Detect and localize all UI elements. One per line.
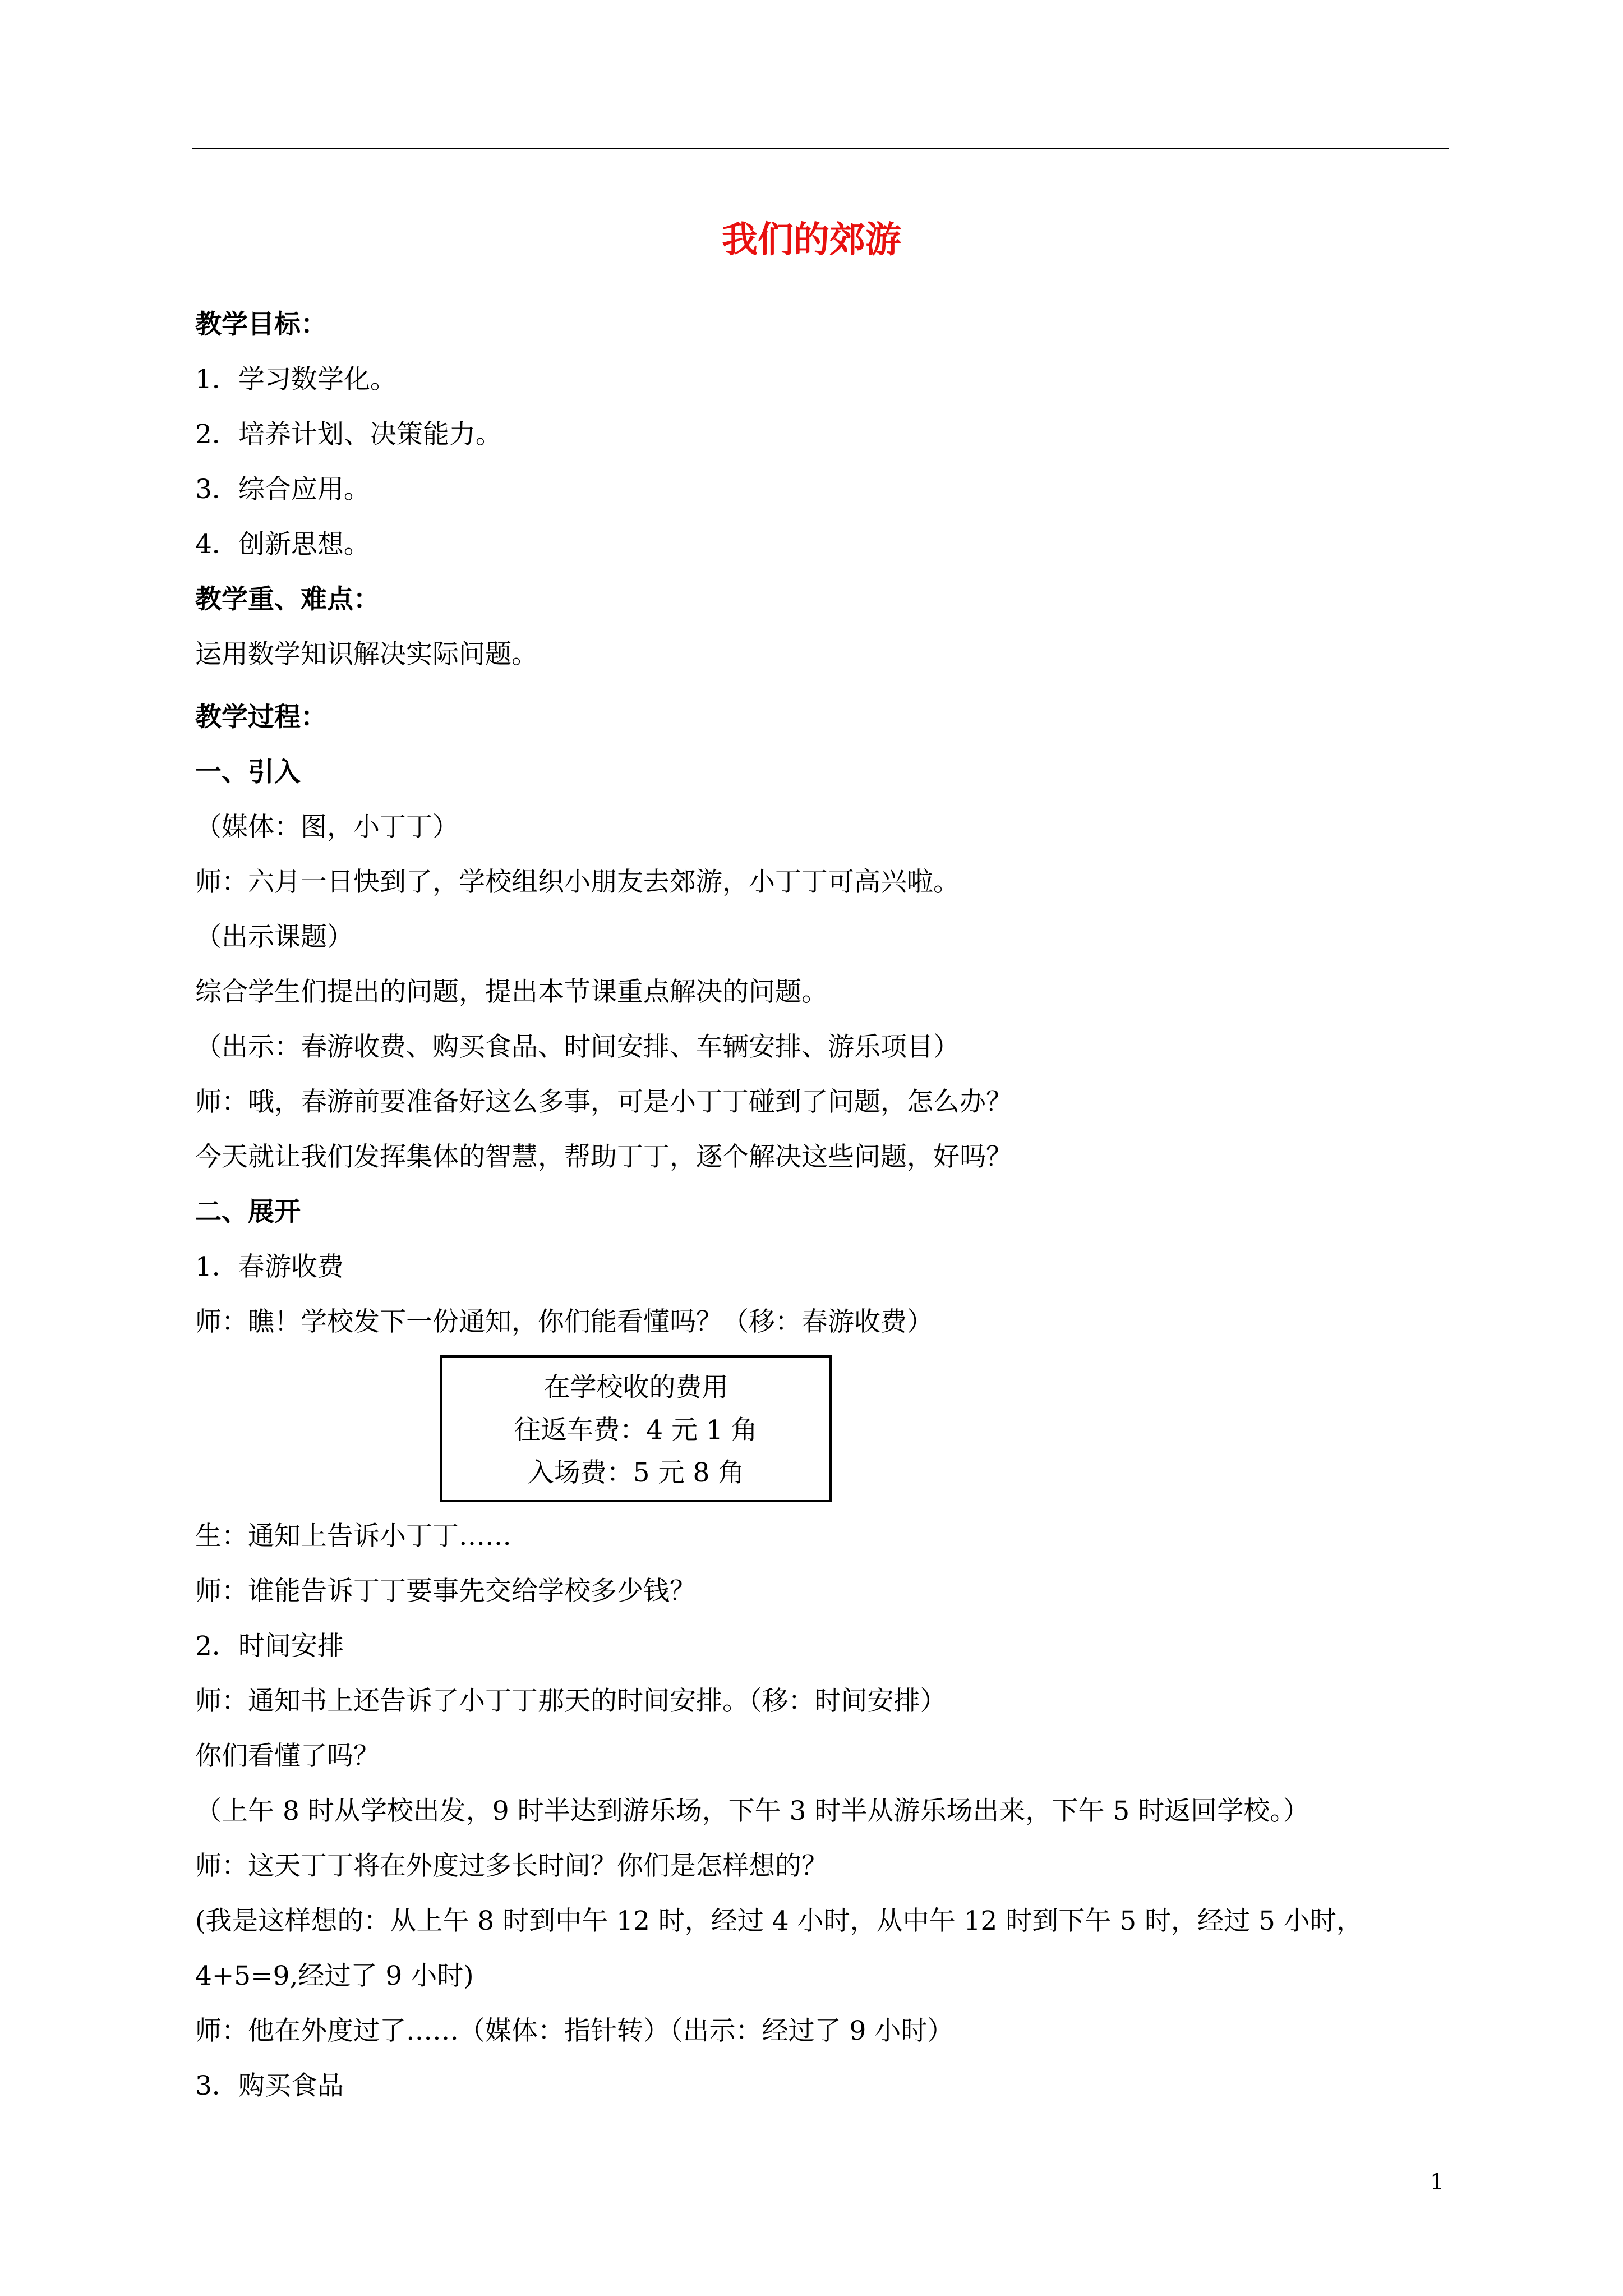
notice-fare: 往返车费：4 元 1 角: [514, 1415, 758, 1446]
goal-item: 3．综合应用。: [195, 474, 370, 505]
paragraph-line: 师：六月一日快到了，学校组织小朋友去郊游，小丁丁可高兴啦。: [195, 867, 960, 898]
paragraph-line: 4+5=9,经过了 9 小时): [195, 1961, 474, 1991]
key-text: 运用数学知识解决实际问题。: [195, 639, 538, 670]
paragraph-line: （上午 8 时从学校出发，9 时半达到游乐场，下午 3 时半从游乐场出来，下午 5 时返回学校。）: [195, 1796, 1310, 1826]
goal-item: 4．创新思想。: [195, 529, 370, 560]
goal-item: 2．培养计划、决策能力。: [195, 419, 502, 450]
document-body: [195, 297, 1451, 2114]
header-rule: [192, 148, 1449, 149]
fee-notice-box: [440, 1355, 832, 1502]
paragraph-line: （出示课题）: [195, 922, 353, 953]
key-heading: 教学重、难点：: [195, 584, 380, 615]
subsection-title: 1．春游收费: [195, 1251, 344, 1282]
paragraph-line: (我是这样想的：从上午 8 时到中午 12 时，经过 4 小时，从中午 12 时到下午 5 时，经过 5 小时，: [195, 1906, 1363, 1936]
paragraph-line: （媒体：图，小丁丁）: [195, 812, 459, 843]
paragraph-line: 师：这天丁丁将在外度过多长时间？你们是怎样想的？: [195, 1851, 828, 1881]
paragraph-line: 师：通知书上还告诉了小丁丁那天的时间安排。（移：时间安排）: [195, 1686, 947, 1717]
paragraph-line: 师：他在外度过了……（媒体：指针转）（出示：经过了 9 小时）: [195, 2016, 954, 2046]
paragraph-line: 师：瞧！学校发下一份通知，你们能看懂吗？（移：春游收费）: [195, 1306, 933, 1337]
notice-entry: 入场费：5 元 8 角: [527, 1457, 745, 1488]
subsection-title: 3．购买食品: [195, 2070, 344, 2101]
notice-title: 在学校收的费用: [543, 1372, 728, 1403]
subsection-title: 2．时间安排: [195, 1631, 344, 1662]
paragraph-line: 师：哦，春游前要准备好这么多事，可是小丁丁碰到了问题，怎么办？: [195, 1087, 1012, 1117]
paragraph-line: （出示：春游收费、购买食品、时间安排、车辆安排、游乐项目）: [195, 1032, 960, 1062]
section-heading-intro: 一、引入: [195, 757, 301, 788]
process-heading: 教学过程：: [195, 702, 327, 733]
goals-heading: 教学目标：: [195, 309, 327, 340]
paragraph-line: 你们看懂了吗？: [195, 1741, 380, 1772]
paragraph-line: 师：谁能告诉丁丁要事先交给学校多少钱？: [195, 1576, 696, 1607]
document-title: 我们的郊游: [722, 219, 901, 261]
section-heading-develop: 二、展开: [195, 1197, 301, 1227]
paragraph-line: 今天就让我们发挥集体的智慧，帮助丁丁，逐个解决这些问题，好吗？: [195, 1142, 1012, 1172]
paragraph-line: 综合学生们提出的问题，提出本节课重点解决的问题。: [195, 977, 828, 1007]
page-number: 1: [1430, 2169, 1445, 2195]
goal-item: 1．学习数学化。: [195, 364, 396, 395]
paragraph-line: 生：通知上告诉小丁丁……: [195, 1521, 511, 1552]
